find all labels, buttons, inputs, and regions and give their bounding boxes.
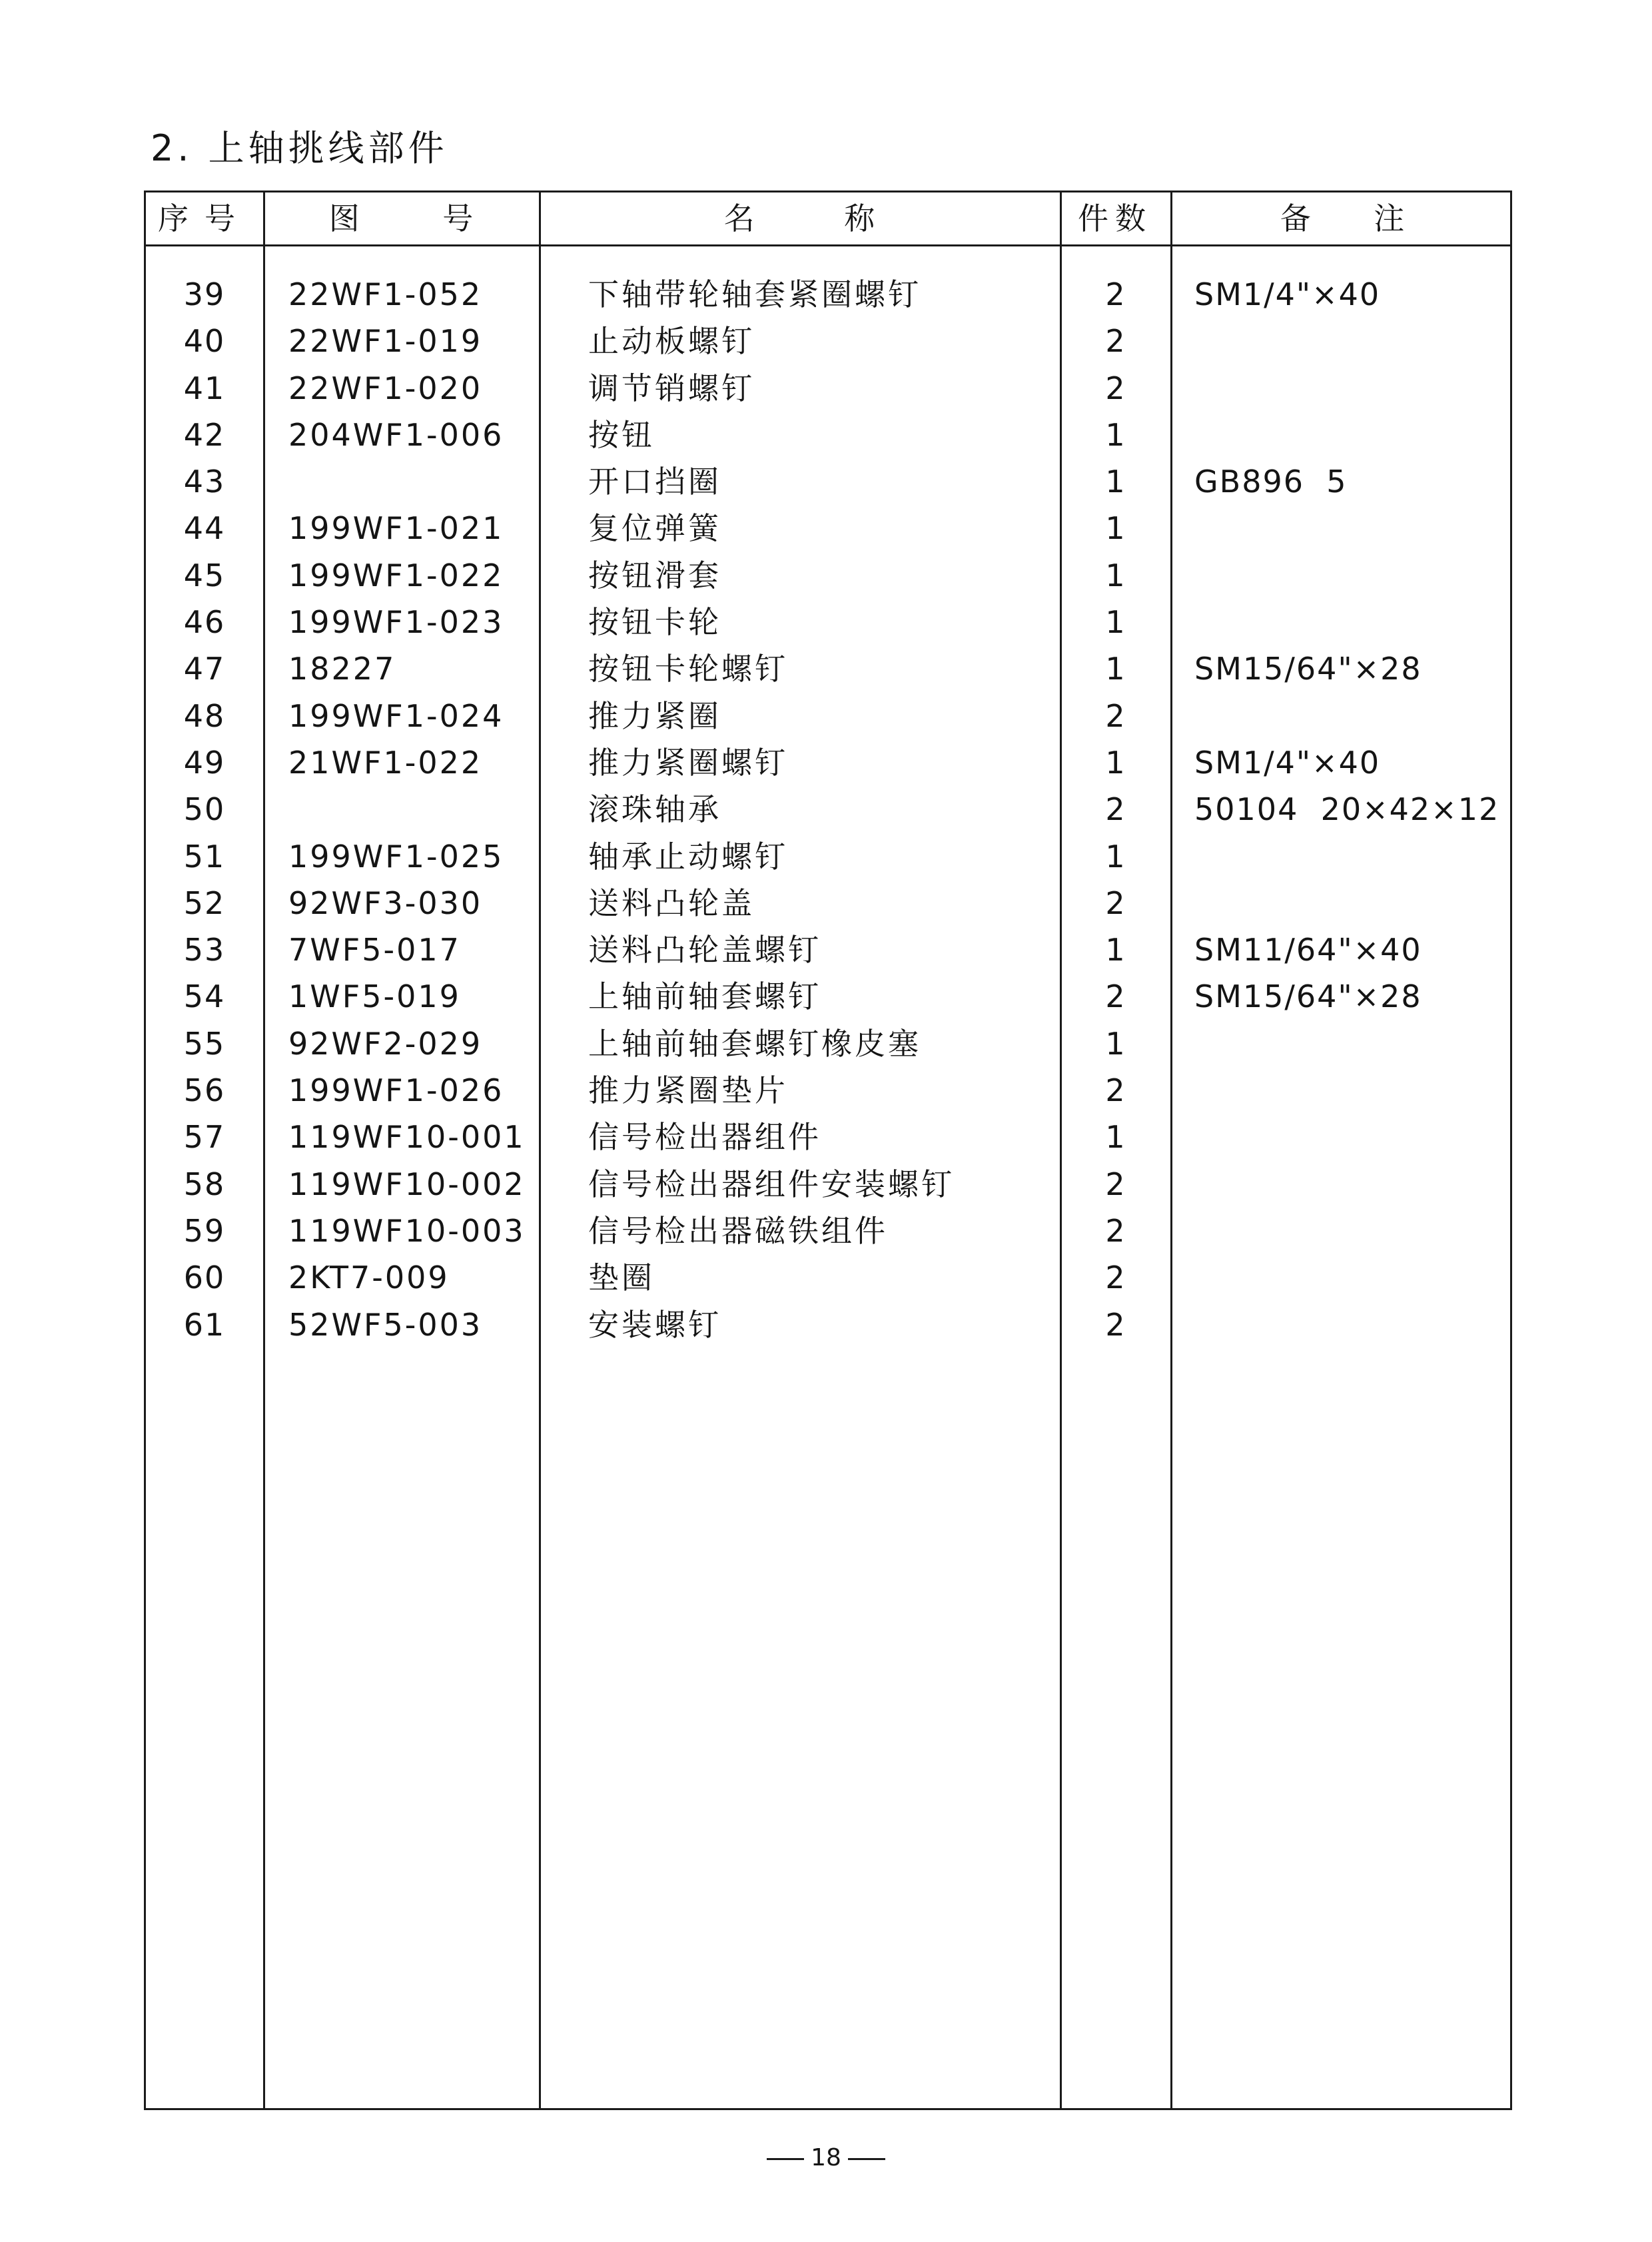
row-drawing-no: 92WF3-030 [288,885,483,921]
row-seq: 47 [183,651,226,687]
row-seq: 50 [183,791,226,828]
row-drawing-no: 18227 [288,651,396,687]
header-drawing-no: 图 号 [328,200,474,236]
row-qty: 2 [1105,791,1125,828]
footer-dash [767,2158,804,2160]
row-name: 调节销螺钉 [588,370,755,406]
table-row [146,458,1510,505]
header-seq: 序号 [158,200,251,236]
row-drawing-no: 199WF1-025 [288,838,504,875]
header-name: 名 称 [723,200,875,236]
row-qty: 2 [1105,1306,1125,1343]
table-row [146,318,1510,364]
row-name: 推力紧圈螺钉 [588,744,788,781]
row-qty: 2 [1105,885,1125,921]
row-seq: 53 [183,932,226,968]
row-qty: 2 [1105,978,1125,1015]
table-row [146,1302,1510,1348]
table-row [146,412,1510,458]
table-row [146,1254,1510,1301]
row-qty: 1 [1105,744,1125,781]
row-seq: 56 [183,1072,226,1109]
table-row [146,365,1510,412]
table-row [146,1067,1510,1114]
row-name: 按钮卡轮螺钉 [588,651,788,687]
table-row [146,1161,1510,1208]
row-drawing-no: 199WF1-022 [288,557,504,593]
row-seq: 40 [183,323,226,360]
row-drawing-no: 119WF10-001 [288,1119,526,1156]
row-name: 安装螺钉 [588,1306,721,1343]
row-drawing-no: 119WF10-003 [288,1212,526,1249]
row-note: 50104 20×42×12 [1194,791,1500,828]
row-name: 开口挡圈 [588,464,721,500]
row-name: 止动板螺钉 [588,323,755,360]
row-note: SM1/4"×40 [1194,744,1381,781]
row-qty: 1 [1105,510,1125,547]
row-drawing-no: 22WF1-019 [288,323,483,360]
row-drawing-no: 92WF2-029 [288,1025,483,1062]
row-seq: 57 [183,1119,226,1156]
row-name: 按钮 [588,416,655,453]
table-row [146,1208,1510,1254]
row-name: 信号检出器组件安装螺钉 [588,1166,955,1202]
table-row [146,739,1510,786]
row-drawing-no: 21WF1-022 [288,744,483,781]
row-seq: 55 [183,1025,226,1062]
row-drawing-no: 119WF10-002 [288,1166,526,1202]
row-seq: 46 [183,604,226,641]
row-qty: 1 [1105,838,1125,875]
row-qty: 1 [1105,416,1125,453]
header-qty: 件数 [1078,200,1152,236]
table-body [146,271,1510,1348]
row-note: SM15/64"×28 [1194,651,1422,687]
row-name: 按钮滑套 [588,557,721,593]
row-seq: 59 [183,1212,226,1249]
row-name: 送料凸轮盖 [588,885,755,921]
row-name: 按钮卡轮 [588,604,721,641]
row-name: 信号检出器磁铁组件 [588,1212,888,1249]
row-note: SM15/64"×28 [1194,978,1422,1015]
row-drawing-no: 199WF1-023 [288,604,504,641]
table-row [146,833,1510,880]
row-qty: 1 [1105,1025,1125,1062]
row-note: GB896 5 [1194,464,1348,500]
row-drawing-no: 7WF5-017 [288,932,461,968]
table-row [146,552,1510,599]
page-footer [719,2146,933,2170]
row-seq: 49 [183,744,226,781]
row-drawing-no: 199WF1-021 [288,510,504,547]
row-seq: 41 [183,370,226,406]
row-qty: 2 [1105,697,1125,734]
row-seq: 44 [183,510,226,547]
row-name: 推力紧圈垫片 [588,1072,788,1109]
row-qty: 2 [1105,1212,1125,1249]
row-name: 送料凸轮盖螺钉 [588,932,821,968]
row-name: 推力紧圈 [588,697,721,734]
row-qty: 2 [1105,1166,1125,1202]
row-qty: 1 [1105,1119,1125,1156]
table-row [146,271,1510,318]
row-drawing-no: 1WF5-019 [288,978,461,1015]
row-qty: 1 [1105,651,1125,687]
table-row [146,599,1510,645]
row-seq: 52 [183,885,226,921]
row-name: 复位弹簧 [588,510,721,547]
header-divider [146,244,1510,246]
row-name: 滚珠轴承 [588,791,721,828]
row-drawing-no: 204WF1-006 [288,416,504,453]
row-qty: 1 [1105,557,1125,593]
row-qty: 2 [1105,276,1125,312]
row-drawing-no: 22WF1-020 [288,370,483,406]
row-seq: 43 [183,464,226,500]
row-seq: 51 [183,838,226,875]
table-row [146,927,1510,973]
row-name: 上轴前轴套螺钉橡皮塞 [588,1025,921,1062]
table-row [146,1020,1510,1067]
row-seq: 39 [183,276,226,312]
row-qty: 1 [1105,932,1125,968]
table-row [146,880,1510,927]
section-title: 2. 上轴挑线部件 [151,127,448,169]
row-name: 信号检出器组件 [588,1119,821,1156]
row-qty: 2 [1105,1072,1125,1109]
table-row [146,505,1510,552]
row-name: 轴承止动螺钉 [588,838,788,875]
row-drawing-no: 199WF1-026 [288,1072,504,1109]
row-drawing-no: 2KT7-009 [288,1260,450,1296]
row-seq: 61 [183,1306,226,1343]
row-drawing-no: 199WF1-024 [288,697,504,734]
footer-dash [848,2158,885,2160]
row-seq: 42 [183,416,226,453]
table-row [146,973,1510,1020]
row-drawing-no: 52WF5-003 [288,1306,483,1343]
row-seq: 45 [183,557,226,593]
table-row [146,1114,1510,1160]
parts-table [144,190,1512,2110]
table-row [146,645,1510,692]
row-seq: 58 [183,1166,226,1202]
row-qty: 1 [1105,604,1125,641]
row-seq: 54 [183,978,226,1015]
table-row [146,786,1510,833]
row-seq: 48 [183,697,226,734]
row-name: 上轴前轴套螺钉 [588,978,821,1015]
row-qty: 2 [1105,1260,1125,1296]
table-row [146,693,1510,739]
row-name: 垫圈 [588,1260,655,1296]
row-note: SM11/64"×40 [1194,932,1422,968]
row-seq: 60 [183,1260,226,1296]
row-name: 下轴带轮轴套紧圈螺钉 [588,276,921,312]
page-number: 18 [811,2144,841,2171]
row-qty: 2 [1105,323,1125,360]
row-qty: 2 [1105,370,1125,406]
header-note: 备 注 [1280,200,1405,236]
row-note: SM1/4"×40 [1194,276,1381,312]
row-drawing-no: 22WF1-052 [288,276,483,312]
row-qty: 1 [1105,464,1125,500]
